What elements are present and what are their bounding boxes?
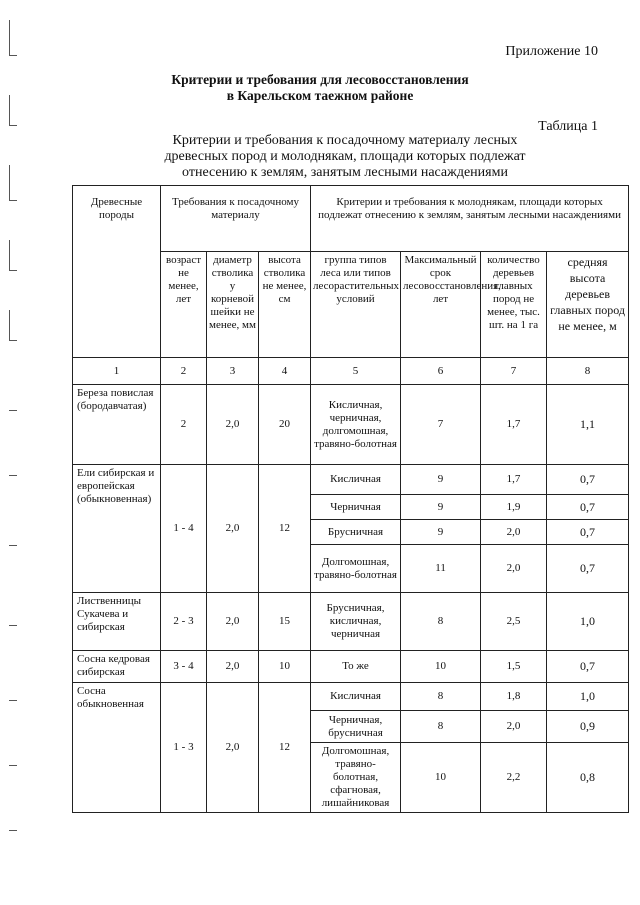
forest-type-cell: Кисличная, черничная, долгомошная, травяно-болотная [311, 385, 401, 465]
col-number: 3 [207, 358, 259, 385]
diameter-cell: 2,0 [207, 651, 259, 683]
col-number: 6 [401, 358, 481, 385]
age-cell: 2 - 3 [161, 593, 207, 651]
avg-height-cell: 1,0 [547, 593, 629, 651]
table-row [73, 593, 629, 651]
tree-count-cell: 2,0 [481, 520, 547, 545]
avg-height-cell: 0,9 [547, 711, 629, 743]
forest-type-cell: Брусничная [311, 520, 401, 545]
column-number-row [73, 358, 629, 385]
tree-count-cell: 1,8 [481, 683, 547, 711]
max-term-cell: 9 [401, 520, 481, 545]
table-row [73, 465, 629, 495]
avg-height-cell: 1,0 [547, 683, 629, 711]
table-caption [155, 133, 535, 181]
age-cell: 1 - 4 [161, 465, 207, 593]
diameter-cell: 2,0 [207, 465, 259, 593]
age-cell: 2 [161, 385, 207, 465]
header-age: возраст не менее, лет [161, 252, 207, 358]
species-cell: Береза повислая (бородавчатая) [73, 385, 161, 465]
age-cell: 1 - 3 [161, 683, 207, 813]
document-title [0, 72, 640, 104]
max-term-cell: 9 [401, 465, 481, 495]
avg-height-cell: 0,7 [547, 651, 629, 683]
max-term-cell: 8 [401, 711, 481, 743]
tree-count-cell: 1,7 [481, 465, 547, 495]
header-young-stands: Критерии и требования к молоднякам, площади которых подлежат отнесению к землям, занятым лесными насаждениями [311, 186, 629, 252]
tree-count-cell: 2,0 [481, 545, 547, 593]
col-number: 2 [161, 358, 207, 385]
header-tree-count: количество деревьев главных пород не менее, тыс. шт. на 1 га [481, 252, 547, 358]
header-planting-material: Требования к посадочному материалу [161, 186, 311, 252]
tree-count-cell: 2,5 [481, 593, 547, 651]
tree-count-cell: 1,5 [481, 651, 547, 683]
forest-type-cell: Черничная, брусничная [311, 711, 401, 743]
height-cell: 12 [259, 683, 311, 813]
appendix-label: Приложение 10 [505, 44, 598, 59]
height-cell: 12 [259, 465, 311, 593]
max-term-cell: 10 [401, 743, 481, 813]
tree-count-cell: 2,0 [481, 711, 547, 743]
max-term-cell: 10 [401, 651, 481, 683]
header-height: высота стволика не менее, см [259, 252, 311, 358]
header-forest-type: группа типов леса или типов лесорастительных условий [311, 252, 401, 358]
caption-line-2: древесных пород и молоднякам, площади которых подлежат [164, 149, 526, 164]
table-label: Таблица 1 [538, 119, 598, 134]
header-diameter: диаметр стволика у корневой шейки не менее, мм [207, 252, 259, 358]
table-row [73, 651, 629, 683]
species-cell: Ели сибирская и европейская (обыкновенная) [73, 465, 161, 593]
max-term-cell: 7 [401, 385, 481, 465]
binding-edge-marks [0, 0, 20, 905]
forest-type-cell: Кисличная [311, 683, 401, 711]
table-row [73, 385, 629, 465]
tree-count-cell: 2,2 [481, 743, 547, 813]
header-avg-height: средняя высота деревьев главных пород не менее, м [547, 252, 629, 358]
header-max-term: Максимальный срок лесовосстановления, лет [401, 252, 481, 358]
avg-height-cell: 0,7 [547, 495, 629, 520]
max-term-cell: 11 [401, 545, 481, 593]
col-number: 8 [547, 358, 629, 385]
forest-type-cell: Брусничная, кисличная, черничная [311, 593, 401, 651]
height-cell: 10 [259, 651, 311, 683]
diameter-cell: 2,0 [207, 683, 259, 813]
height-cell: 15 [259, 593, 311, 651]
title-line-2: в Карельском таежном районе [226, 88, 414, 103]
caption-line-1: Критерии и требования к посадочному материалу лесных [172, 133, 518, 148]
table-row [73, 683, 629, 711]
col-number: 1 [73, 358, 161, 385]
avg-height-cell: 1,1 [547, 385, 629, 465]
criteria-table [72, 185, 629, 813]
max-term-cell: 8 [401, 683, 481, 711]
species-cell: Сосна обыкновенная [73, 683, 161, 813]
col-number: 5 [311, 358, 401, 385]
tree-count-cell: 1,7 [481, 385, 547, 465]
forest-type-cell: Кисличная [311, 465, 401, 495]
avg-height-cell: 0,8 [547, 743, 629, 813]
diameter-cell: 2,0 [207, 593, 259, 651]
header-species: Древесные породы [73, 186, 161, 358]
diameter-cell: 2,0 [207, 385, 259, 465]
forest-type-cell: Черничная [311, 495, 401, 520]
avg-height-cell: 0,7 [547, 465, 629, 495]
species-cell: Лиственницы Сукачева и сибирская [73, 593, 161, 651]
forest-type-cell: То же [311, 651, 401, 683]
max-term-cell: 9 [401, 495, 481, 520]
title-line-1: Критерии и требования для лесовосстановления [171, 72, 469, 87]
forest-type-cell: Долгомошная, травяно-болотная [311, 545, 401, 593]
col-number: 4 [259, 358, 311, 385]
max-term-cell: 8 [401, 593, 481, 651]
avg-height-cell: 0,7 [547, 545, 629, 593]
height-cell: 20 [259, 385, 311, 465]
avg-height-cell: 0,7 [547, 520, 629, 545]
caption-line-3: отнесению к землям, занятым лесными насаждениями [182, 165, 508, 180]
forest-type-cell: Долгомошная, травяно-болотная, сфагновая, лишайниковая [311, 743, 401, 813]
age-cell: 3 - 4 [161, 651, 207, 683]
col-number: 7 [481, 358, 547, 385]
species-cell: Сосна кедровая сибирская [73, 651, 161, 683]
tree-count-cell: 1,9 [481, 495, 547, 520]
